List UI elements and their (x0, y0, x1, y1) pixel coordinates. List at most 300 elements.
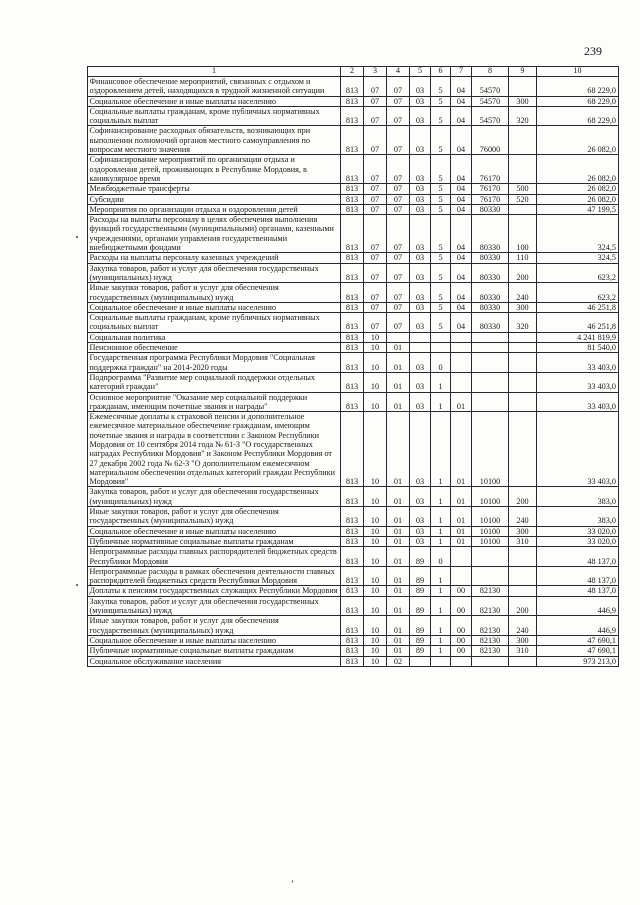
expense-name-cell: Публичные нормативные социальные выплаты гражданам (88, 646, 341, 656)
code-cell-c4: 07 (387, 96, 410, 106)
code-cell-c3: 07 (364, 215, 387, 253)
table-row (88, 155, 619, 184)
code-cell-c6: 1 (431, 635, 451, 645)
code-cell-c5: 03 (410, 184, 431, 194)
code-cell-c7: 04 (451, 106, 472, 126)
table-row (88, 616, 619, 636)
amount-cell: 383,0 (537, 507, 619, 527)
code-cell-c3: 07 (364, 77, 387, 97)
code-cell-c4: 01 (387, 526, 410, 536)
code-cell-c2: 813 (341, 343, 364, 353)
table-row (88, 646, 619, 656)
expense-name-cell: Закупка товаров, работ и услуг для обеспечения государственных (муниципальных) нужд (88, 263, 341, 283)
expense-name-cell: Иные закупки товаров, работ и услуг для обеспечения государственных (муниципальных) нужд (88, 283, 341, 303)
code-cell-c3: 07 (364, 263, 387, 283)
code-cell-c6 (431, 656, 451, 666)
table-row (88, 253, 619, 263)
code-cell-c5 (410, 343, 431, 353)
code-cell-c7: 04 (451, 194, 472, 204)
code-cell-c7 (451, 343, 472, 353)
scan-speck (76, 584, 78, 586)
column-header-7: 7 (451, 67, 472, 77)
code-cell-c5: 89 (410, 547, 431, 567)
code-cell-c8: 76170 (472, 194, 509, 204)
amount-cell: 47 690,1 (537, 635, 619, 645)
code-cell-c4: 01 (387, 566, 410, 586)
code-cell-c7: 04 (451, 155, 472, 184)
code-cell-c9 (509, 155, 537, 184)
column-header-6: 6 (431, 67, 451, 77)
code-cell-c9 (509, 656, 537, 666)
code-cell-c2: 813 (341, 263, 364, 283)
code-cell-c5: 03 (410, 263, 431, 283)
code-cell-c6: 5 (431, 155, 451, 184)
code-cell-c7: 00 (451, 635, 472, 645)
expense-name-cell: Иные закупки товаров, работ и услуг для обеспечения государственных (муниципальных) нужд (88, 507, 341, 527)
code-cell-c6: 5 (431, 283, 451, 303)
code-cell-c3: 07 (364, 184, 387, 194)
code-cell-c6: 0 (431, 353, 451, 373)
code-cell-c2: 813 (341, 204, 364, 214)
code-cell-c3: 10 (364, 616, 387, 636)
code-cell-c9: 500 (509, 184, 537, 194)
amount-cell: 33 403,0 (537, 353, 619, 373)
code-cell-c2: 813 (341, 194, 364, 204)
code-cell-c5: 89 (410, 646, 431, 656)
code-cell-c6: 1 (431, 596, 451, 616)
column-header-1: 1 (88, 67, 341, 77)
code-cell-c3: 10 (364, 487, 387, 507)
code-cell-c3: 07 (364, 302, 387, 312)
code-cell-c2: 813 (341, 507, 364, 527)
column-header-4: 4 (387, 67, 410, 77)
code-cell-c8: 82130 (472, 646, 509, 656)
code-cell-c8: 10100 (472, 412, 509, 487)
table-row (88, 487, 619, 507)
code-cell-c4: 01 (387, 616, 410, 636)
code-cell-c3: 07 (364, 253, 387, 263)
code-cell-c7: 04 (451, 215, 472, 253)
code-cell-c6 (431, 332, 451, 342)
code-cell-c2: 813 (341, 616, 364, 636)
code-cell-c6: 5 (431, 253, 451, 263)
code-cell-c3: 10 (364, 332, 387, 342)
code-cell-c3: 07 (364, 126, 387, 155)
amount-cell: 33 403,0 (537, 372, 619, 392)
code-cell-c2: 813 (341, 96, 364, 106)
code-cell-c2: 813 (341, 332, 364, 342)
expense-name-cell: Социальное обеспечение и иные выплаты населению (88, 635, 341, 645)
table-row (88, 126, 619, 155)
code-cell-c9: 100 (509, 215, 537, 253)
code-cell-c9 (509, 332, 537, 342)
code-cell-c8 (472, 353, 509, 373)
code-cell-c4: 07 (387, 204, 410, 214)
code-cell-c8: 80330 (472, 204, 509, 214)
expense-name-cell: Социальное обслуживание населения (88, 656, 341, 666)
code-cell-c5: 89 (410, 566, 431, 586)
amount-cell: 48 137,0 (537, 566, 619, 586)
column-header-8: 8 (472, 67, 509, 77)
code-cell-c3: 10 (364, 526, 387, 536)
table-row (88, 547, 619, 567)
code-cell-c9 (509, 77, 537, 97)
code-cell-c4: 07 (387, 155, 410, 184)
code-cell-c4: 01 (387, 507, 410, 527)
code-cell-c8: 76170 (472, 184, 509, 194)
code-cell-c5: 03 (410, 204, 431, 214)
code-cell-c3: 07 (364, 283, 387, 303)
code-cell-c2: 813 (341, 566, 364, 586)
table-row (88, 343, 619, 353)
column-header-9: 9 (509, 67, 537, 77)
table-row (88, 392, 619, 412)
code-cell-c5: 03 (410, 392, 431, 412)
column-header-10: 10 (537, 67, 619, 77)
table-body (88, 77, 619, 667)
code-cell-c2: 813 (341, 155, 364, 184)
code-cell-c8: 80330 (472, 302, 509, 312)
code-cell-c6: 5 (431, 302, 451, 312)
code-cell-c4: 01 (387, 536, 410, 546)
column-header-2: 2 (341, 67, 364, 77)
code-cell-c4: 07 (387, 106, 410, 126)
amount-cell: 973 213,0 (537, 656, 619, 666)
code-cell-c5: 89 (410, 635, 431, 645)
code-cell-c7 (451, 656, 472, 666)
code-cell-c7: 04 (451, 283, 472, 303)
code-cell-c4: 01 (387, 372, 410, 392)
code-cell-c5: 89 (410, 596, 431, 616)
amount-cell: 33 403,0 (537, 392, 619, 412)
code-cell-c4: 07 (387, 313, 410, 333)
expense-name-cell: Субсидии (88, 194, 341, 204)
column-header-5: 5 (410, 67, 431, 77)
code-cell-c3: 10 (364, 392, 387, 412)
code-cell-c2: 813 (341, 253, 364, 263)
expense-name-cell: Софинансирование расходных обязательств, возникающих при выполнении полномочий органов местного самоуправления по вопросам местного значения (88, 126, 341, 155)
table-row (88, 215, 619, 253)
code-cell-c8: 54570 (472, 77, 509, 97)
code-cell-c3: 10 (364, 596, 387, 616)
code-cell-c2: 813 (341, 412, 364, 487)
table-row (88, 412, 619, 487)
code-cell-c9: 200 (509, 487, 537, 507)
code-cell-c4: 07 (387, 194, 410, 204)
code-cell-c6: 5 (431, 194, 451, 204)
table-row (88, 184, 619, 194)
expense-name-cell: Государственная программа Республики Мордовия "Социальная поддержка граждан" на 2014-2020 годы (88, 353, 341, 373)
table-row (88, 194, 619, 204)
code-cell-c3: 07 (364, 313, 387, 333)
code-cell-c7: 00 (451, 616, 472, 636)
table-row (88, 596, 619, 616)
code-cell-c2: 813 (341, 646, 364, 656)
code-cell-c2: 813 (341, 215, 364, 253)
code-cell-c8: 82130 (472, 635, 509, 645)
code-cell-c4: 01 (387, 646, 410, 656)
expense-name-cell: Межбюджетные трансферты (88, 184, 341, 194)
amount-cell: 26 082,0 (537, 126, 619, 155)
table-row (88, 586, 619, 596)
code-cell-c8: 10100 (472, 536, 509, 546)
code-cell-c7: 01 (451, 536, 472, 546)
code-cell-c8 (472, 656, 509, 666)
code-cell-c4: 07 (387, 77, 410, 97)
code-cell-c3: 07 (364, 106, 387, 126)
code-cell-c6: 0 (431, 547, 451, 567)
code-cell-c6: 5 (431, 96, 451, 106)
scan-speck (292, 880, 293, 883)
code-cell-c8 (472, 372, 509, 392)
code-cell-c8 (472, 332, 509, 342)
code-cell-c9 (509, 343, 537, 353)
code-cell-c4: 07 (387, 253, 410, 263)
code-cell-c9: 110 (509, 253, 537, 263)
code-cell-c9 (509, 126, 537, 155)
code-cell-c3: 07 (364, 96, 387, 106)
code-cell-c4: 07 (387, 283, 410, 303)
amount-cell: 26 082,0 (537, 194, 619, 204)
code-cell-c9 (509, 372, 537, 392)
expense-name-cell: Пенсионное обеспечение (88, 343, 341, 353)
expense-name-cell: Основное мероприятие "Оказание мер социальной поддержки гражданам, имеющим почетные звания и награды" (88, 392, 341, 412)
expense-name-cell: Закупка товаров, работ и услуг для обеспечения государственных (муниципальных) нужд (88, 487, 341, 507)
code-cell-c8: 80330 (472, 215, 509, 253)
code-cell-c4: 01 (387, 487, 410, 507)
amount-cell: 446,9 (537, 596, 619, 616)
code-cell-c5: 03 (410, 253, 431, 263)
expense-name-cell: Социальные выплаты гражданам, кроме публичных нормативных социальных выплат (88, 106, 341, 126)
code-cell-c5: 03 (410, 283, 431, 303)
table-row (88, 332, 619, 342)
expense-name-cell: Мероприятия по организации отдыха и оздоровления детей (88, 204, 341, 214)
code-cell-c7: 04 (451, 263, 472, 283)
amount-cell: 68 229,0 (537, 77, 619, 97)
table-row (88, 106, 619, 126)
code-cell-c9: 300 (509, 96, 537, 106)
code-cell-c2: 813 (341, 487, 364, 507)
code-cell-c2: 813 (341, 635, 364, 645)
code-cell-c9: 310 (509, 536, 537, 546)
code-cell-c5: 03 (410, 536, 431, 546)
code-cell-c9: 320 (509, 106, 537, 126)
code-cell-c5 (410, 656, 431, 666)
code-cell-c9: 320 (509, 313, 537, 333)
code-cell-c2: 813 (341, 547, 364, 567)
code-cell-c9: 300 (509, 635, 537, 645)
code-cell-c5: 03 (410, 302, 431, 312)
code-cell-c9: 300 (509, 526, 537, 536)
code-cell-c8: 80330 (472, 283, 509, 303)
code-cell-c5: 03 (410, 313, 431, 333)
code-cell-c2: 813 (341, 302, 364, 312)
code-cell-c5: 03 (410, 487, 431, 507)
code-cell-c9: 200 (509, 596, 537, 616)
code-cell-c7: 01 (451, 526, 472, 536)
table-row (88, 263, 619, 283)
code-cell-c7: 04 (451, 126, 472, 155)
code-cell-c3: 07 (364, 204, 387, 214)
code-cell-c6: 5 (431, 106, 451, 126)
expense-name-cell: Расходы на выплаты персоналу казенных учреждений (88, 253, 341, 263)
code-cell-c6 (431, 343, 451, 353)
expense-name-cell: Финансовое обеспечение мероприятий, связанных с отдыхом и оздоровлением детей, находящихся в трудной жизненной ситуации (88, 77, 341, 97)
table-row (88, 372, 619, 392)
code-cell-c3: 10 (364, 656, 387, 666)
code-cell-c4: 07 (387, 126, 410, 155)
code-cell-c8: 54570 (472, 106, 509, 126)
table-row (88, 313, 619, 333)
code-cell-c5: 03 (410, 155, 431, 184)
expense-name-cell: Публичные нормативные социальные выплаты гражданам (88, 536, 341, 546)
code-cell-c9 (509, 412, 537, 487)
code-cell-c6: 5 (431, 313, 451, 333)
code-cell-c5: 03 (410, 526, 431, 536)
expense-name-cell: Доплаты к пенсиям государственных служащих Республики Мордовия (88, 586, 341, 596)
expense-name-cell: Социальное обеспечение и иные выплаты населению (88, 526, 341, 536)
code-cell-c5: 89 (410, 586, 431, 596)
code-cell-c9: 240 (509, 283, 537, 303)
code-cell-c9: 520 (509, 194, 537, 204)
expense-name-cell: Расходы на выплаты персоналу в целях обеспечения выполнения функций государственными (муниципальными) органами, казенными учреждениями, органами управления государственными внебюджетными фондами (88, 215, 341, 253)
amount-cell: 324,5 (537, 253, 619, 263)
code-cell-c5 (410, 332, 431, 342)
code-cell-c3: 10 (364, 372, 387, 392)
code-cell-c7: 01 (451, 507, 472, 527)
code-cell-c7: 01 (451, 412, 472, 487)
code-cell-c4: 01 (387, 392, 410, 412)
code-cell-c6: 1 (431, 646, 451, 656)
code-cell-c3: 10 (364, 547, 387, 567)
amount-cell: 33 403,0 (537, 412, 619, 487)
expense-name-cell: Подпрограмма "Развитие мер социальной поддержки отдельных категорий граждан" (88, 372, 341, 392)
table-row (88, 353, 619, 373)
code-cell-c4: 07 (387, 263, 410, 283)
expense-name-cell: Ежемесячные доплаты к страховой пенсии и дополнительное ежемесячное материальное обеспечение гражданам, имеющим почетные звания и награды в соответствии с Законом Республики Мордовия от 10 сентября 2014 года № 61-З "О государственных наградах Республики Мордовия" и Законом Республики Мордовия от 27 декабря 2002 года № 62-З "О дополнительном ежемесячном материальном обеспечении отдельных категорий граждан Республики Мордовия" (88, 412, 341, 487)
code-cell-c2: 813 (341, 77, 364, 97)
code-cell-c8: 80330 (472, 263, 509, 283)
code-cell-c7: 04 (451, 253, 472, 263)
amount-cell: 623,2 (537, 283, 619, 303)
scan-speck (76, 236, 78, 238)
code-cell-c7: 00 (451, 596, 472, 616)
code-cell-c4 (387, 332, 410, 342)
expense-name-cell: Непрограммные расходы главных распорядителей бюджетных средств Республики Мордовия (88, 547, 341, 567)
code-cell-c4: 01 (387, 635, 410, 645)
table-row (88, 566, 619, 586)
amount-cell: 26 082,0 (537, 155, 619, 184)
code-cell-c5: 03 (410, 96, 431, 106)
table-row (88, 204, 619, 214)
code-cell-c3: 10 (364, 536, 387, 546)
code-cell-c8: 76000 (472, 126, 509, 155)
code-cell-c7 (451, 332, 472, 342)
code-cell-c7: 01 (451, 487, 472, 507)
table-row (88, 507, 619, 527)
code-cell-c5: 03 (410, 372, 431, 392)
code-cell-c7: 04 (451, 77, 472, 97)
code-cell-c6: 5 (431, 215, 451, 253)
expense-name-cell: Закупка товаров, работ и услуг для обеспечения государственных (муниципальных) нужд (88, 596, 341, 616)
code-cell-c7: 00 (451, 586, 472, 596)
expense-name-cell: Социальное обеспечение и иные выплаты населению (88, 302, 341, 312)
code-cell-c9 (509, 566, 537, 586)
code-cell-c9: 300 (509, 302, 537, 312)
table-header-row (88, 67, 619, 77)
code-cell-c4: 02 (387, 656, 410, 666)
code-cell-c2: 813 (341, 313, 364, 333)
amount-cell: 47 199,5 (537, 204, 619, 214)
code-cell-c3: 10 (364, 646, 387, 656)
code-cell-c4: 07 (387, 184, 410, 194)
code-cell-c2: 813 (341, 184, 364, 194)
code-cell-c8: 10100 (472, 526, 509, 536)
code-cell-c2: 813 (341, 283, 364, 303)
amount-cell: 26 082,0 (537, 184, 619, 194)
table-row (88, 656, 619, 666)
code-cell-c7: 04 (451, 96, 472, 106)
table-row (88, 635, 619, 645)
amount-cell: 383,0 (537, 487, 619, 507)
code-cell-c7: 04 (451, 204, 472, 214)
code-cell-c4: 01 (387, 547, 410, 567)
code-cell-c6: 1 (431, 566, 451, 586)
expense-name-cell: Непрограммные расходы в рамках обеспечения деятельности главных распорядителей бюджетных средств Республики Мордовия (88, 566, 341, 586)
code-cell-c8: 76170 (472, 155, 509, 184)
code-cell-c8: 54570 (472, 96, 509, 106)
code-cell-c8 (472, 566, 509, 586)
amount-cell: 68 229,0 (537, 96, 619, 106)
code-cell-c4: 01 (387, 412, 410, 487)
code-cell-c9: 240 (509, 616, 537, 636)
expense-name-cell: Социальные выплаты гражданам, кроме публичных нормативных социальных выплат (88, 313, 341, 333)
code-cell-c9: 310 (509, 646, 537, 656)
code-cell-c7: 04 (451, 302, 472, 312)
amount-cell: 324,5 (537, 215, 619, 253)
code-cell-c6: 5 (431, 126, 451, 155)
code-cell-c7: 04 (451, 313, 472, 333)
amount-cell: 623,2 (537, 263, 619, 283)
code-cell-c8: 82130 (472, 616, 509, 636)
amount-cell: 4 241 819,9 (537, 332, 619, 342)
code-cell-c2: 813 (341, 353, 364, 373)
expense-name-cell: Софинансирование мероприятий по организации отдыха и оздоровления детей, проживающих в Республике Мордовия, в каникулярное время (88, 155, 341, 184)
code-cell-c9: 200 (509, 263, 537, 283)
code-cell-c4: 07 (387, 215, 410, 253)
code-cell-c7 (451, 547, 472, 567)
code-cell-c3: 07 (364, 194, 387, 204)
code-cell-c3: 10 (364, 586, 387, 596)
code-cell-c5: 03 (410, 126, 431, 155)
code-cell-c9: 240 (509, 507, 537, 527)
code-cell-c4: 01 (387, 343, 410, 353)
code-cell-c5: 03 (410, 412, 431, 487)
code-cell-c9 (509, 392, 537, 412)
expense-name-cell: Иные закупки товаров, работ и услуг для обеспечения государственных (муниципальных) нужд (88, 616, 341, 636)
budget-table (87, 66, 619, 667)
code-cell-c6: 1 (431, 392, 451, 412)
code-cell-c9 (509, 586, 537, 596)
code-cell-c8: 82130 (472, 596, 509, 616)
code-cell-c6: 1 (431, 586, 451, 596)
column-header-3: 3 (364, 67, 387, 77)
amount-cell: 33 020,0 (537, 536, 619, 546)
code-cell-c4: 01 (387, 353, 410, 373)
code-cell-c6: 1 (431, 507, 451, 527)
table-row (88, 77, 619, 97)
code-cell-c5: 03 (410, 194, 431, 204)
